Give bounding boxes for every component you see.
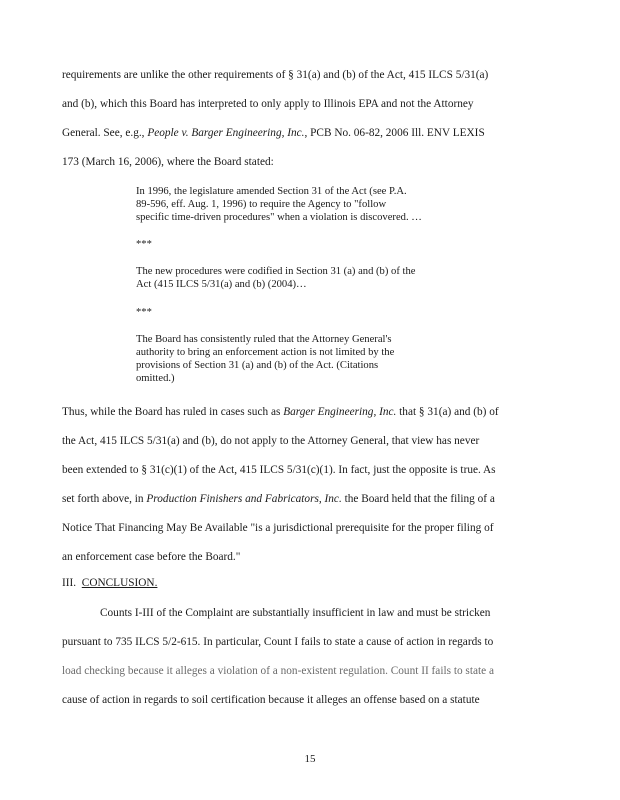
quote-line: authority to bring an enforcement action is not limited by the xyxy=(136,347,395,358)
quote-separator: *** xyxy=(136,239,152,250)
case-citation: Barger Engineering, Inc. xyxy=(283,406,397,418)
body-line: Counts I-III of the Complaint are substantially insufficient in law and must be stricken xyxy=(100,607,491,619)
body-line: requirements are unlike the other requirements of § 31(a) and (b) of the Act, 415 ILCS 5/31(a) xyxy=(62,69,489,81)
text-run: , PCB No. 06-82, 2006 Ill. ENV LEXIS xyxy=(304,127,485,139)
quote-line: In 1996, the legislature amended Section 31 of the Act (see P.A. xyxy=(136,186,407,197)
body-line: Notice That Financing May Be Available "is a jurisdictional prerequisite for the proper filing of xyxy=(62,522,494,534)
section-number: III. xyxy=(62,577,77,589)
quote-line: The new procedures were codified in Section 31 (a) and (b) of the xyxy=(136,266,416,277)
quote-line: provisions of Section 31 (a) and (b) of the Act. (Citations xyxy=(136,360,379,371)
quote-line: omitted.) xyxy=(136,373,175,384)
body-line: and (b), which this Board has interpreted to only apply to Illinois EPA and not the Attorney xyxy=(62,98,474,110)
quote-line: 89-596, eff. Aug. 1, 1996) to require the Agency to "follow xyxy=(136,199,387,210)
quote-separator: *** xyxy=(136,307,152,318)
text-run: that § 31(a) and (b) of xyxy=(396,406,499,418)
body-line xyxy=(62,492,495,506)
quote-line: Act (415 ILCS 5/31(a) and (b) (2004)… xyxy=(136,279,307,290)
body-line: 173 (March 16, 2006), where the Board stated: xyxy=(62,156,274,168)
quote-line: specific time-driven procedures" when a violation is discovered. … xyxy=(136,212,422,223)
text-run: the Board held that the filing of a xyxy=(341,493,495,505)
text-run: Thus, while the Board has ruled in cases such as xyxy=(62,406,284,418)
body-line xyxy=(62,405,499,419)
body-line: cause of action in regards to soil certification because it alleges an offense based on a statute xyxy=(62,694,480,706)
section-title: CONCLUSION. xyxy=(81,577,158,589)
body-line: pursuant to 735 ILCS 5/2-615. In particular, Count I fails to state a cause of action in regards to xyxy=(62,636,494,648)
section-heading xyxy=(62,576,157,590)
quote-line: The Board has consistently ruled that the Attorney General's xyxy=(136,334,392,345)
body-line: an enforcement case before the Board." xyxy=(62,551,241,563)
case-citation: People v. Barger Engineering, Inc. xyxy=(147,127,305,139)
body-line: the Act, 415 ILCS 5/31(a) and (b), do not apply to the Attorney General, that view has never xyxy=(62,435,480,447)
body-line: load checking because it alleges a violation of a non-existent regulation. Count II fails to state a xyxy=(62,665,494,677)
body-line xyxy=(62,126,485,140)
page-number: 15 xyxy=(304,753,316,765)
text-run: General. See, e.g., xyxy=(62,127,148,139)
case-citation: Production Finishers and Fabricators, Inc. xyxy=(146,493,342,505)
text-run: set forth above, in xyxy=(62,493,147,505)
body-line: been extended to § 31(c)(1) of the Act, 415 ILCS 5/31(c)(1). In fact, just the opposite is true. As xyxy=(62,464,496,476)
